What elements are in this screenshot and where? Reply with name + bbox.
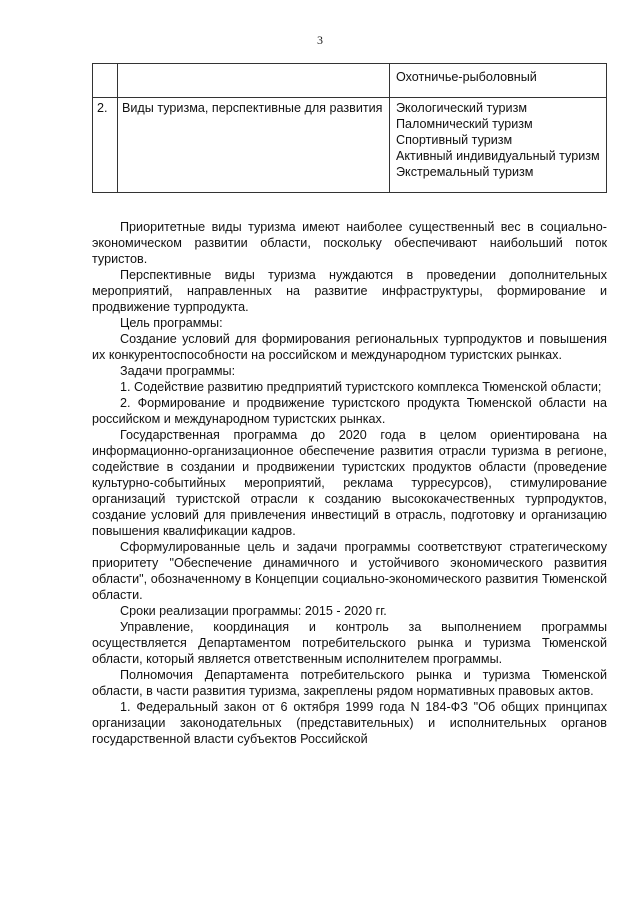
paragraph: Государственная программа до 2020 года в целом ориентирована на информационно-организационное обеспечение развития отрасли туризма в регионе, содействие в создании и продвижении туристских продуктов области (проведение культурно-событийных мероприятий, реклама турресурсов), стимулирование организаций туристской отрасли к созданию высококачественных турпродуктов, создание условий для привлечения инвестиций в отрасль, подготовку и организацию повышения квалификации кадров. xyxy=(92,428,607,538)
tourism-types-table xyxy=(92,63,607,193)
tourism-type-item: Экологический туризм xyxy=(396,101,528,115)
paragraph: 1. Федеральный закон от 6 октября 1999 года N 184-ФЗ "Об общих принципах организации законодательных (представительных) и исполнительных органов государственной власти субъектов Российской xyxy=(92,700,607,746)
row-number-cell: 2. xyxy=(93,98,118,193)
paragraph: Задачи программы: xyxy=(120,364,236,378)
paragraph: Сроки реализации программы: 2015 - 2020 гг. xyxy=(120,604,387,618)
paragraph: Приоритетные виды туризма имеют наиболее существенный вес в социально-экономическом развитии области, поскольку обеспечивают наибольший поток туристов. xyxy=(92,220,607,266)
paragraph: Сформулированные цель и задачи программы соответствуют стратегическому приоритету "Обеспечение динамичного и устойчивого экономического развития области", обозначенному в Концепции социально-экономического развития Тюменской области. xyxy=(92,540,607,602)
row-description-cell xyxy=(118,64,390,98)
tourism-type-item: Активный индивидуальный туризм xyxy=(396,149,600,163)
paragraph: Управление, координация и контроль за выполнением программы осуществляется Департаментом потребительского рынка и туризма Тюменской области, который является ответственным исполнителем программы. xyxy=(92,620,607,666)
paragraph: 2. Формирование и продвижение туристского продукта Тюменской области на российском и международном туристских рынках. xyxy=(92,396,607,426)
tourism-type-item: Экстремальный туризм xyxy=(396,165,534,179)
paragraph: Создание условий для формирования региональных турпродуктов и повышения их конкурентоспособности на российском и международном туристских рынках. xyxy=(92,332,607,362)
page-number: 3 xyxy=(317,33,323,47)
table-row xyxy=(93,64,607,98)
tourism-type-item: Спортивный туризм xyxy=(396,133,513,147)
table-row xyxy=(93,98,607,193)
body-text xyxy=(92,219,607,747)
row-description-cell: Виды туризма, перспективные для развития xyxy=(118,98,390,193)
paragraph: 1. Содействие развитию предприятий туристского комплекса Тюменской области; xyxy=(120,380,602,394)
tourism-types-cell xyxy=(390,64,607,98)
paragraph: Перспективные виды туризма нуждаются в проведении дополнительных мероприятий, направленных на развитие инфраструктуры, формирование и продвижение турпродукта. xyxy=(92,268,607,314)
tourism-types-cell xyxy=(390,98,607,193)
tourism-type-item: Охотничье-рыболовный xyxy=(396,70,537,84)
paragraph: Полномочия Департамента потребительского рынка и туризма Тюменской области, в части развития туризма, закреплены рядом нормативных правовых актов. xyxy=(92,668,607,698)
tourism-type-item: Паломнический туризм xyxy=(396,117,533,131)
row-number-cell xyxy=(93,64,118,98)
paragraph: Цель программы: xyxy=(120,316,223,330)
